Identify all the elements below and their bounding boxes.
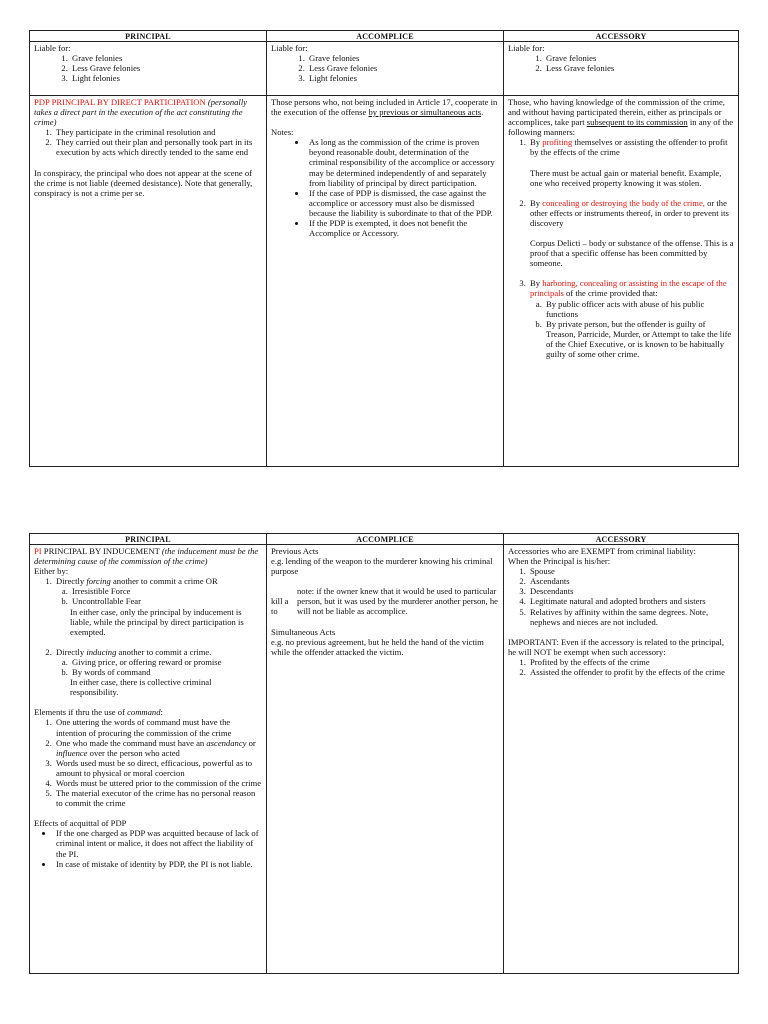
- mode-emphasis: forcing: [86, 576, 111, 587]
- accessory-manners-list: [508, 137, 734, 359]
- simultaneous-acts-example: e.g. no previous agreement, but he held the hand of the victim while the offender attacked the victim.: [271, 636, 484, 657]
- list-item: • If the PDP is exempted, it does not benefit the Accomplice or Accessory.: [307, 218, 499, 238]
- mode-emphasis: inducing: [86, 646, 117, 657]
- pdp-tag: PDP: [34, 97, 50, 107]
- manner-text: themselves or assisting the offender to profit by the effects of the crime: [530, 137, 728, 158]
- header-accomplice: ACCOMPLICE: [267, 31, 504, 42]
- list-item: 5. The material executor of the crime has no personal reason to commit the crime: [54, 788, 262, 808]
- item-text: or: [246, 737, 256, 748]
- list-item: • If the case of PDP is dismissed, the case against the accomplice or accessory must also be dismissed because the liability is subordinate to that of the PDP.: [307, 188, 499, 218]
- when-principal-label: When the Principal is his/her:: [508, 556, 611, 567]
- manner-profiting: [528, 137, 734, 197]
- heading-text: Elements if thru the use of: [34, 707, 128, 718]
- definition-text: in any of the following manners:: [508, 117, 734, 138]
- manner-concealing: [528, 198, 734, 279]
- accomplice-acts-cell: [267, 545, 504, 974]
- manner-text: By: [530, 278, 543, 289]
- item-text: One who made the command must have an: [56, 737, 207, 748]
- pi-cell: [30, 545, 267, 974]
- comparison-table-1: [29, 30, 739, 467]
- list-item: 3. Light felonies: [307, 73, 499, 83]
- accomplice-notes-list: [271, 137, 499, 238]
- heading-text: :: [160, 707, 163, 718]
- mode-text: another to commit a crime OR: [110, 576, 218, 587]
- liable-label: Liable for:: [508, 43, 545, 53]
- notes-label: Notes:: [271, 127, 294, 138]
- effects-heading: Effects of acquittal of PDP: [34, 818, 127, 829]
- exempt-relations-list: [508, 566, 734, 627]
- list-item: 1. Grave felonies: [307, 53, 499, 63]
- pdp-requisites-list: [34, 127, 262, 157]
- principal-liability-cell: [30, 42, 267, 96]
- list-item: 2. Less Grave felonies: [307, 63, 499, 73]
- list-item: 1. Grave felonies: [544, 53, 734, 63]
- list-item: 2. Assisted the offender to profit by the effects of the crime: [528, 667, 734, 677]
- pi-title: PRINCIPAL BY INDUCEMENT: [41, 546, 162, 556]
- pdp-subtitle: (personally takes a direct part in the execution of the act constituting the crime): [34, 97, 248, 128]
- header-principal: PRINCIPAL: [30, 31, 267, 42]
- item-emphasis: influence: [56, 747, 88, 758]
- list-item: b. Uncontrollable Fear: [70, 596, 262, 606]
- manner-harboring: [528, 278, 734, 359]
- forcing-note: In either case, only the principal by inducement is liable, while the principal by direct participation is exempted.: [70, 606, 244, 637]
- list-item: 2. They carried out their plan and personally took part in its execution by acts which directly tended to the same end: [54, 137, 262, 157]
- list-item: 4. Words must be uttered prior to the commission of the crime: [54, 778, 262, 788]
- pi-tag: PI: [34, 546, 42, 556]
- list-item: [54, 738, 262, 758]
- mode-inducing: [54, 647, 262, 697]
- list-item: • In case of mistake of identity by PDP, the PI is not liable.: [54, 859, 262, 869]
- accomplice-definition: [271, 97, 499, 117]
- list-item: 1. One uttering the words of command must have the intention of procuring the commission of the crime: [54, 717, 262, 737]
- inducement-modes-list: [34, 576, 262, 697]
- manner-text: By: [530, 137, 543, 148]
- list-item: 1. They participate in the criminal resolution and: [54, 127, 262, 137]
- list-item: a. By public officer acts with abuse of his public functions: [544, 299, 734, 319]
- principal-liability-list: [34, 53, 262, 83]
- pdp-cell: [30, 96, 267, 467]
- command-elements-list: [34, 717, 262, 808]
- accessory-liability-cell: [504, 42, 739, 96]
- header-principal: PRINCIPAL: [30, 534, 267, 545]
- mode-forcing: [54, 576, 262, 647]
- list-item: 1. Profited by the effects of the crime: [528, 657, 734, 667]
- liable-label: Liable for:: [34, 43, 71, 53]
- list-item: 4. Legitimate natural and adopted brothers and sisters: [528, 596, 734, 606]
- list-item: 3. Light felonies: [70, 73, 262, 83]
- comparison-table-2: [29, 533, 739, 974]
- manner-note: There must be actual gain or material benefit. Example, one who received property knowing it was stolen.: [530, 167, 722, 188]
- list-item: 2. Ascendants: [528, 576, 734, 586]
- important-note: IMPORTANT: Even if the accessory is related to the principal, he will NOT be exempt when such accessory:: [508, 636, 725, 657]
- manner-text: of the crime provided that:: [563, 288, 658, 299]
- elements-heading: [34, 707, 262, 717]
- list-item: 2. Less Grave felonies: [544, 63, 734, 73]
- exempt-heading: Accessories who are EXEMPT from criminal liability:: [508, 546, 696, 556]
- manner-highlight: harboring, concealing or assisting in the escape of the principals: [530, 278, 727, 299]
- liable-label: Liable for:: [271, 43, 308, 53]
- heading-emphasis: command: [127, 707, 161, 718]
- forcing-types-list: [56, 586, 262, 606]
- list-item: 5. Relatives by affinity within the same degrees. Note, nephews and nieces are not included.: [528, 607, 734, 627]
- definition-underlined: by previous or simultaneous acts: [368, 107, 482, 118]
- note-margin-label: kill a to: [271, 596, 289, 617]
- previous-acts-example: e.g. lending of the weapon to the murderer knowing his criminal purpose: [271, 556, 493, 577]
- acquittal-effects-list: [34, 828, 262, 868]
- list-item: 1. Grave felonies: [70, 53, 262, 63]
- list-item: • If the one charged as PDP was acquitted because of lack of criminal intent or malice, it does not affect the liability of the PI.: [54, 828, 262, 858]
- list-item: b. By words of command: [70, 667, 262, 677]
- item-emphasis: ascendancy: [206, 737, 247, 748]
- list-item: 2. Less Grave felonies: [70, 63, 262, 73]
- accessory-definition-cell: [504, 96, 739, 467]
- manner-highlight: profiting: [542, 137, 573, 148]
- manner-text: or the other effects or instruments thereof, in order to prevent its discovery: [530, 197, 729, 228]
- accomplice-note: note: if the owner knew that it would be used to particular person, but it was used by the murderer another person, he will not be liable as accomplice.: [297, 586, 498, 617]
- header-accessory: ACCESSORY: [504, 534, 739, 545]
- accomplice-liability-cell: [267, 42, 504, 96]
- definition-text: Those, who having knowledge of the commission of the crime, and without having participated therein, either as principals or accomplices, take part: [508, 97, 725, 128]
- accessory-definition: [508, 97, 734, 137]
- previous-acts-heading: Previous Acts: [271, 546, 319, 556]
- pi-subtitle: (the inducement must be the determining cause of the commission of the crime): [34, 546, 259, 567]
- list-item: b. By private person, but the offender is guilty of Treason, Parricide, Murder, or Attempt to take the life of the Chief Executive, or is known to be habitually guilty of some other crime.: [544, 319, 734, 359]
- header-accessory: ACCESSORY: [504, 31, 739, 42]
- accomplice-note-block: [271, 586, 499, 616]
- list-item: a. Irresistible Force: [70, 586, 262, 596]
- conspiracy-note: In conspiracy, the principal who does not appear at the scene of the crime is not liable (deemed desistance). Note that generally, conspiracy is not a crime per se.: [34, 167, 253, 198]
- list-item: 3. Words used must be so direct, efficacious, powerful as to amount to physical or moral coercion: [54, 758, 262, 778]
- harboring-conditions-list: [530, 299, 734, 360]
- mode-text: Directly: [56, 646, 87, 657]
- manner-highlight: concealing or destroying the body of the crime,: [542, 197, 705, 208]
- pi-heading: [34, 546, 262, 566]
- simultaneous-acts-heading: Simultaneous Acts: [271, 626, 336, 637]
- list-item: a. Giving price, or offering reward or promise: [70, 657, 262, 667]
- accessory-liability-list: [508, 53, 734, 73]
- accomplice-definition-cell: [267, 96, 504, 467]
- accessory-exempt-cell: [504, 545, 739, 974]
- definition-text: Those persons who, not being included in Article 17, cooperate in the execution of the offense: [271, 97, 498, 118]
- inducing-note: In either case, there is collective criminal responsibility.: [70, 677, 212, 698]
- pdp-title: PRINCIPAL BY DIRECT PARTICIPATION: [49, 97, 208, 107]
- list-item: 3. Descendants: [528, 586, 734, 596]
- manner-note: Corpus Delicti – body or substance of the offense. This is a proof that a specific offense has been committed by someone.: [530, 238, 734, 269]
- inducing-types-list: [56, 657, 262, 677]
- header-accomplice: ACCOMPLICE: [267, 534, 504, 545]
- mode-text: another to commit a crime.: [116, 646, 212, 657]
- pdp-heading: [34, 97, 262, 127]
- manner-text: By: [530, 197, 543, 208]
- mode-text: Directly: [56, 576, 87, 587]
- list-item: • As long as the commission of the crime is proven beyond reasonable doubt, determination of the criminal responsibility of the accomplice or accessory may be determined independently of and separately from liability of principal by direct participation.: [307, 137, 499, 187]
- definition-underlined: subsequent to its commission: [586, 117, 688, 128]
- item-text: over the person who acted: [87, 747, 180, 758]
- definition-text: .: [481, 107, 484, 118]
- either-by-label: Either by:: [34, 566, 69, 577]
- list-item: 1. Spouse: [528, 566, 734, 576]
- non-exempt-list: [508, 657, 734, 677]
- accomplice-liability-list: [271, 53, 499, 83]
